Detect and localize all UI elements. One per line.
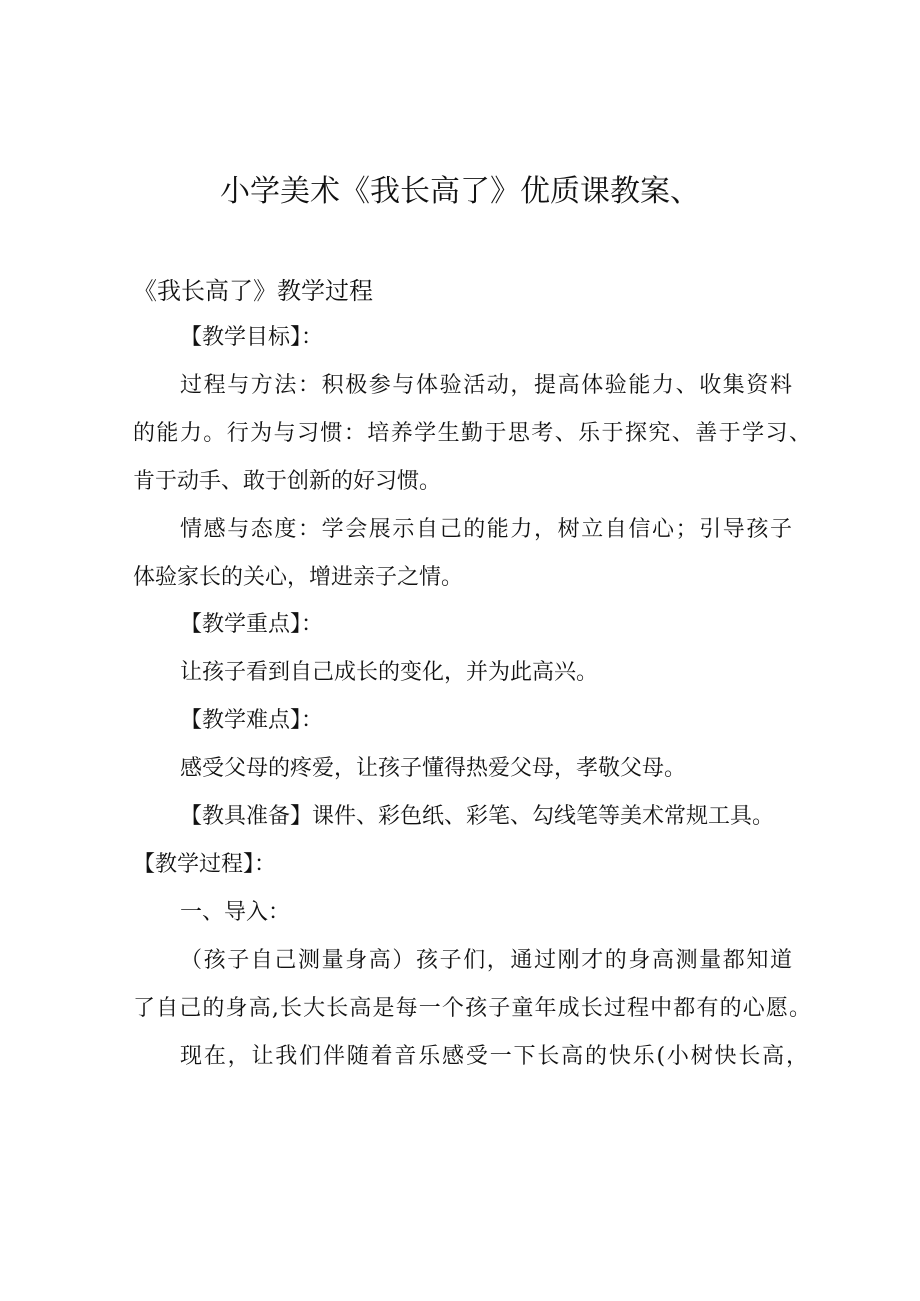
label-introduction: 一、导入： — [180, 900, 291, 925]
label-teaching-objectives: 【教学目标】： — [180, 325, 324, 350]
label-teaching-aids: 【教具准备】课件、彩色纸、彩笔、勾线笔等美术常规工具。 — [180, 804, 775, 829]
document-title: 小学美术《我长高了》优质课教案、 — [220, 174, 700, 209]
paragraph-line: 让孩子看到自己成长的变化，并为此高兴。 — [180, 660, 599, 685]
paragraph-line: 现在，让我们伴随着音乐感受一下长高的快乐(小树快长高， — [180, 1044, 808, 1069]
paragraph-line: 过程与方法：积极参与体验活动，提高体验能力、收集资料 — [180, 373, 792, 398]
label-teaching-process: 【教学过程】： — [133, 852, 277, 877]
paragraph-line: 情感与态度：学会展示自己的能力，树立自信心；引导孩子 — [180, 517, 792, 542]
paragraph-line: 的能力。行为与习惯：培养学生勤于思考、乐于探究、善于学习、 — [133, 421, 811, 446]
label-key-points: 【教学重点】： — [180, 612, 324, 637]
paragraph-line: 肯于动手、敢于创新的好习惯。 — [133, 469, 442, 494]
label-difficult-points: 【教学难点】： — [180, 708, 324, 733]
section-heading: 《我长高了》教学过程 — [133, 277, 373, 305]
paragraph-line: 感受父母的疼爱，让孩子懂得热爱父母，孝敬父母。 — [180, 756, 687, 781]
paragraph-line: （孩子自己测量身高）孩子们，通过刚才的身高测量都知道 — [180, 948, 792, 973]
paragraph-line: 了自己的身高,长大长高是每一个孩子童年成长过程中都有的心愿。 — [133, 996, 811, 1021]
paragraph-line: 体验家长的关心，增进亲子之情。 — [133, 565, 464, 590]
